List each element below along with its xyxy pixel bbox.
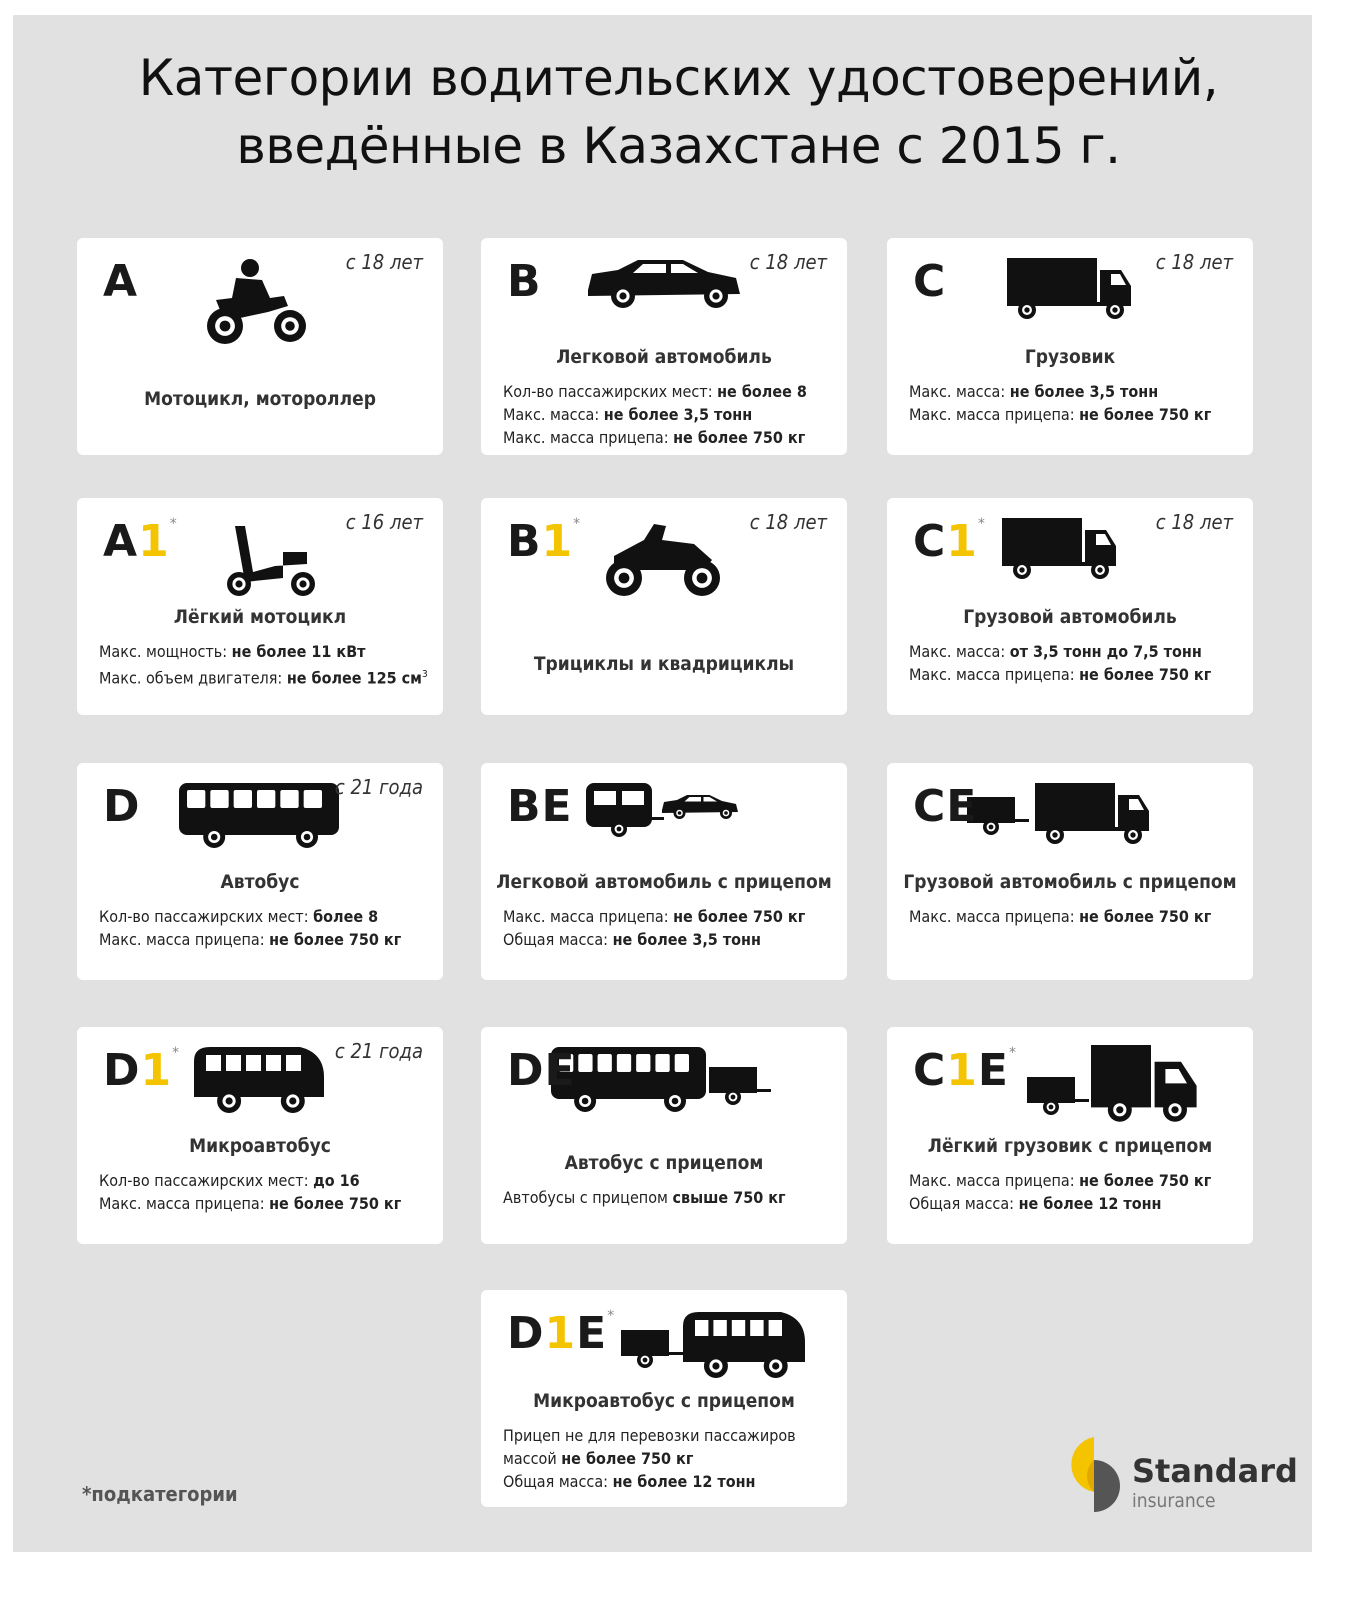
spec-value: от 3,5 тонн до 7,5 тонн [1009, 642, 1202, 661]
bus-icon [175, 781, 345, 851]
license-category-card-a1 [77, 498, 443, 715]
spec-line [909, 640, 1211, 663]
spec-value: до 16 [313, 1171, 360, 1190]
spec-list [503, 905, 805, 951]
spec-value: не более 750 кг [1079, 405, 1212, 424]
minibus-icon [190, 1045, 330, 1115]
subcategory-asterisk: * [977, 516, 986, 532]
spec-value: не более 125 см [286, 668, 422, 688]
spec-value: не более 750 кг [561, 1449, 694, 1468]
logo-subtitle: insurance [1132, 1490, 1216, 1512]
category-digit: 1 [541, 516, 574, 567]
van-truck-icon [1000, 516, 1140, 580]
category-letter: C [913, 1045, 947, 1096]
category-code [103, 781, 141, 832]
minimum-age: с 21 года [334, 775, 423, 799]
spec-list [503, 1186, 786, 1209]
category-suffix: E [977, 1045, 1009, 1096]
category-code [507, 1308, 615, 1359]
category-code [507, 516, 581, 567]
spec-list [909, 905, 1211, 928]
category-letter: D [507, 1308, 545, 1359]
category-code [103, 1045, 180, 1096]
spec-line [99, 663, 428, 689]
spec-label: Общая масса: [503, 1472, 613, 1491]
subcategory-asterisk: * [573, 516, 582, 532]
spec-list [909, 380, 1211, 426]
spec-superscript: 3 [421, 669, 428, 680]
license-category-card-c [887, 238, 1253, 455]
spec-label: Макс. масса: [909, 382, 1010, 401]
spec-value: не более 750 кг [269, 1194, 402, 1213]
spec-value: не более 750 кг [1079, 665, 1212, 684]
spec-line [909, 905, 1211, 928]
category-letter: B [507, 256, 542, 307]
spec-line [909, 403, 1211, 426]
spec-label: Макс. масса прицепа: [503, 907, 674, 926]
category-letter: CE [913, 781, 978, 832]
truck-with-trailer-icon [965, 781, 1175, 845]
license-category-card-d1 [77, 1027, 443, 1244]
vehicle-type-title: Автобус [220, 871, 300, 893]
spec-line [99, 640, 428, 663]
category-code [913, 516, 986, 567]
spec-list [99, 640, 428, 689]
spec-list [503, 380, 807, 449]
category-letter: C [913, 516, 947, 567]
spec-label: Макс. объем двигателя: [99, 668, 287, 688]
spec-value: не более 750 кг [269, 930, 402, 949]
spec-label: Кол-во пассажирских мест: [503, 382, 718, 401]
title-line-2: введённые в Казахстане с 2015 г. [236, 117, 1121, 175]
spec-label: Автобусы с прицепом [503, 1188, 673, 1207]
spec-label: Прицеп не для перевозки пассажиров [503, 1426, 796, 1445]
quad-bike-icon [584, 516, 744, 600]
category-letter: D [103, 781, 141, 832]
license-category-card-de [481, 1027, 847, 1244]
minimum-age: с 18 лет [345, 250, 423, 274]
car-with-trailer-icon [584, 781, 744, 843]
spec-label: Макс. масса прицепа: [503, 428, 674, 447]
spec-label: Кол-во пассажирских мест: [99, 907, 314, 926]
motorcycle-icon [180, 256, 340, 346]
logo-word: Standard [1132, 1452, 1298, 1490]
spec-label: Общая масса: [503, 930, 613, 949]
spec-list [503, 1424, 796, 1493]
spec-value: не более 3,5 тонн [612, 930, 761, 949]
spec-line [503, 1447, 796, 1470]
license-category-card-d [77, 763, 443, 980]
spec-label: Макс. масса прицепа: [909, 907, 1080, 926]
vehicle-type-title: Микроавтобус [189, 1135, 331, 1157]
category-code [507, 256, 542, 307]
spec-value: не более 3,5 тонн [603, 405, 753, 424]
car-icon [584, 256, 744, 316]
subcategory-asterisk: * [172, 1045, 181, 1061]
category-code [103, 256, 138, 307]
spec-label: Макс. масса прицепа: [909, 405, 1080, 424]
spec-line [503, 928, 805, 951]
light-truck-with-trailer-icon [1025, 1045, 1205, 1125]
category-code [913, 781, 977, 832]
spec-line [503, 1470, 796, 1493]
scooter-icon [195, 516, 325, 600]
spec-line [99, 1169, 401, 1192]
minimum-age: с 16 лет [345, 510, 423, 534]
category-letter: BE [507, 781, 573, 832]
license-category-card-c1 [887, 498, 1253, 715]
category-code [507, 1045, 576, 1096]
category-code [913, 1045, 1017, 1096]
category-letter: B [507, 516, 542, 567]
footnote: *подкатегории [82, 1482, 238, 1506]
vehicle-type-title: Автобус с прицепом [564, 1152, 764, 1174]
category-letter: DE [507, 1045, 576, 1096]
spec-label: Макс. мощность: [99, 642, 232, 661]
vehicle-type-title: Лёгкий мотоцикл [173, 606, 347, 628]
spec-value: не более 3,5 тонн [1009, 382, 1159, 401]
subcategory-asterisk: * [169, 516, 178, 532]
category-code [507, 781, 573, 832]
spec-value: не более 11 кВт [231, 642, 366, 661]
minibus-with-trailer-icon [619, 1310, 809, 1380]
vehicle-type-title: Грузовик [1024, 346, 1116, 368]
license-category-card-c1e [887, 1027, 1253, 1244]
spec-line [99, 928, 401, 951]
spec-value: не более 12 тонн [612, 1472, 756, 1491]
category-letter: A [103, 256, 139, 307]
spec-line [503, 905, 805, 928]
spec-value: более 8 [313, 907, 379, 926]
vehicle-type-title: Трициклы и квадрициклы [533, 653, 795, 675]
spec-line [503, 380, 807, 403]
spec-line [909, 663, 1211, 686]
vehicle-type-title: Микроавтобус с прицепом [533, 1390, 795, 1412]
vehicle-type-title: Грузовой автомобиль [963, 606, 1177, 628]
spec-line [909, 1169, 1211, 1192]
spec-list [99, 1169, 401, 1215]
spec-value: не более 750 кг [1079, 1171, 1212, 1190]
spec-line [99, 905, 401, 928]
spec-label: Макс. масса прицепа: [909, 1171, 1080, 1190]
category-code [913, 256, 946, 307]
minimum-age: с 18 лет [1155, 250, 1233, 274]
category-digit: 1 [544, 1308, 577, 1359]
spec-line [909, 380, 1211, 403]
category-code [103, 516, 178, 567]
spec-line [909, 1192, 1211, 1215]
category-letter: A [103, 516, 139, 567]
spec-value: не более 12 тонн [1018, 1194, 1162, 1213]
spec-line [503, 426, 807, 449]
vehicle-type-title: Грузовой автомобиль с прицепом [903, 871, 1237, 893]
category-digit: 1 [138, 516, 170, 567]
minimum-age: с 18 лет [1155, 510, 1233, 534]
spec-label: Общая масса: [909, 1194, 1019, 1213]
spec-label: Макс. масса прицепа: [99, 1194, 270, 1213]
spec-value: не более 8 [717, 382, 807, 401]
subcategory-asterisk: * [607, 1308, 616, 1324]
spec-label: Макс. масса: [909, 642, 1010, 661]
license-category-card-a [77, 238, 443, 455]
spec-value: не более 750 кг [1079, 907, 1212, 926]
spec-line [99, 1192, 401, 1215]
spec-label: Макс. масса прицепа: [909, 665, 1080, 684]
minimum-age: с 18 лет [749, 510, 827, 534]
spec-value: свыше 750 кг [672, 1188, 786, 1207]
license-category-card-b1 [481, 498, 847, 715]
spec-value: не более 750 кг [673, 907, 806, 926]
category-suffix: E [576, 1308, 608, 1359]
subcategory-asterisk: * [1008, 1045, 1017, 1061]
truck-icon [1005, 256, 1135, 320]
spec-label: Макс. масса: [503, 405, 604, 424]
license-category-card-d1e [481, 1290, 847, 1507]
license-category-card-be [481, 763, 847, 980]
vehicle-type-title: Легковой автомобиль [556, 346, 772, 368]
category-digit: 1 [946, 516, 978, 567]
page-title [0, 44, 1357, 180]
category-digit: 1 [946, 1045, 978, 1096]
logo-mark-icon [1068, 1432, 1128, 1517]
category-digit: 1 [140, 1045, 173, 1096]
category-letter: D [103, 1045, 141, 1096]
spec-list [909, 1169, 1211, 1215]
vehicle-type-title: Легковой автомобиль с прицепом [496, 871, 832, 893]
license-category-card-b [481, 238, 847, 455]
spec-list [909, 640, 1211, 686]
spec-label: Макс. масса прицепа: [99, 930, 270, 949]
spec-label: массой [503, 1449, 562, 1468]
spec-line [503, 403, 807, 426]
minimum-age: с 18 лет [749, 250, 827, 274]
spec-value: не более 750 кг [673, 428, 806, 447]
spec-list [99, 905, 401, 951]
minimum-age: с 21 года [334, 1039, 423, 1063]
title-line-1: Категории водительских удостоверений, [138, 49, 1219, 107]
spec-label: Кол-во пассажирских мест: [99, 1171, 314, 1190]
bus-with-trailer-icon [549, 1045, 779, 1115]
license-category-card-ce [887, 763, 1253, 980]
spec-line [503, 1424, 796, 1447]
standard-insurance-logo [1068, 1432, 1298, 1517]
vehicle-type-title: Мотоцикл, мотороллер [144, 388, 376, 410]
vehicle-type-title: Лёгкий грузовик с прицепом [927, 1135, 1213, 1157]
category-letter: C [913, 256, 947, 307]
spec-line [503, 1186, 786, 1209]
